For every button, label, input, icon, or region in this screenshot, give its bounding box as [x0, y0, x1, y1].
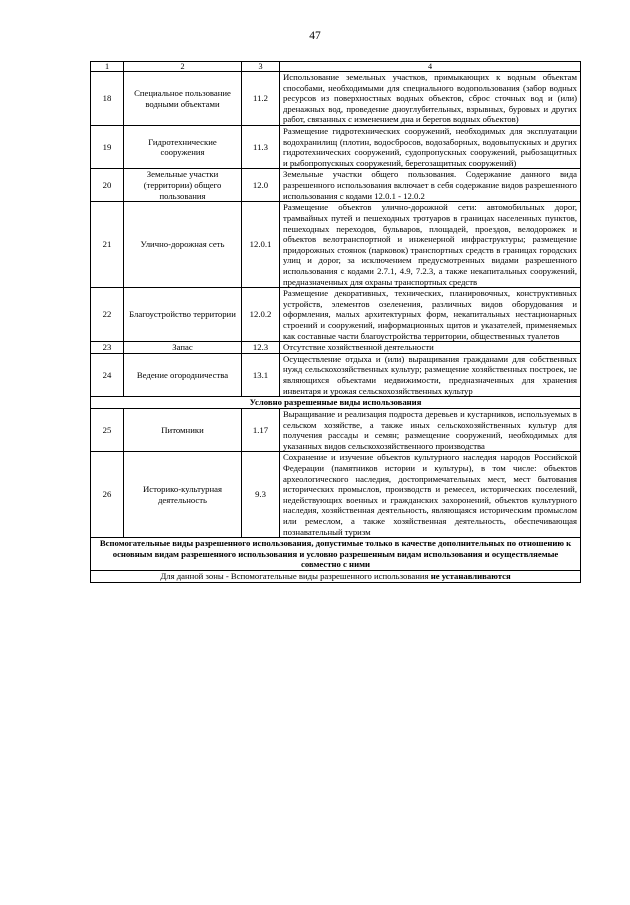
footer-note: [91, 571, 581, 583]
table-row: [91, 342, 581, 354]
use-type-description: Земельные участки общего пользования. Содержание данного вида разрешенного использования включает в себя содержание видов разрешенного использования с кодами 12.0.1 - 12.0.2: [280, 169, 581, 202]
use-type-code: 12.0: [242, 169, 280, 202]
row-number: 22: [91, 288, 124, 342]
use-type-name: Благоустройство территории: [124, 288, 242, 342]
use-type-description: Отсутствие хозяйственной деятельности: [280, 342, 581, 354]
use-type-name: Улично-дорожная сеть: [124, 202, 242, 288]
table-row: [91, 72, 581, 126]
table-row: [91, 202, 581, 288]
use-type-code: 13.1: [242, 353, 280, 396]
use-type-code: 11.3: [242, 126, 280, 169]
footer-note-text: Для данной зоны - Вспомогательные виды разрешенного использования: [160, 571, 431, 582]
column-number-4: 4: [280, 62, 581, 72]
use-type-description: Использование земельных участков, примыкающих к водным объектам способами, необходимыми для специального водопользования (забор водных ресурсов из поверхностных водных объектов, сброс сточных вод и (или) дренажных вод, проведение дноуглубительных, взрывных, буровых и других работ, связанных с изменением дна и берегов водных объектов): [280, 72, 581, 126]
row-number: 25: [91, 408, 124, 451]
use-type-code: 12.3: [242, 342, 280, 354]
land-use-table: [90, 61, 581, 583]
use-type-description: Размещение декоративных, технических, планировочных, конструктивных устройств, элементов озеленения, различных видов оборудования и оформления, малых архитектурных форм, некапитальных нестационарных строений и сооружений, информационных щитов и указателей, применяемых как составные части благоустройства территории, общественных туалетов: [280, 288, 581, 342]
use-type-code: 12.0.2: [242, 288, 280, 342]
use-type-code: 9.3: [242, 452, 280, 538]
use-type-description: Выращивание и реализация подроста деревьев и кустарников, используемых в сельском хозяйстве, а также иных сельскохозяйственных культур для получения рассады и семян; размещение сооружений, необходимых для указанных видов сельскохозяйственного производства: [280, 408, 581, 451]
use-type-code: 12.0.1: [242, 202, 280, 288]
section-heading-conditional: Условно разрешенные виды использования: [91, 397, 581, 409]
table-row: [91, 126, 581, 169]
use-type-code: 11.2: [242, 72, 280, 126]
use-type-name: Гидротехнические сооружения: [124, 126, 242, 169]
column-number-2: 2: [124, 62, 242, 72]
use-type-name: Запас: [124, 342, 242, 354]
row-number: 21: [91, 202, 124, 288]
use-type-name: Историко-культурная деятельность: [124, 452, 242, 538]
row-number: 20: [91, 169, 124, 202]
column-number-3: 3: [242, 62, 280, 72]
section-header-row: [91, 397, 581, 409]
row-number: 26: [91, 452, 124, 538]
row-number: 23: [91, 342, 124, 354]
section-heading-auxiliary: Вспомогательные виды разрешенного использования, допустимые только в качестве дополнительных по отношению к основным видам разрешенного использования и условно разрешенным видам использования и осуществляемые совместно с ними: [91, 538, 581, 571]
use-type-name: Специальное пользование водными объектами: [124, 72, 242, 126]
table-row: [91, 408, 581, 451]
row-number: 18: [91, 72, 124, 126]
table-row: [91, 169, 581, 202]
use-type-description: Сохранение и изучение объектов культурного наследия народов Российской Федерации (памятников истории и культуры), в том числе: объектов археологического наследия, достопримечательных мест, мест бытования исторических промыслов, производств и ремесел, исторических поселений, недействующих военных и гражданских захоронений, объектов культурного наследия, хозяйственная деятельность, являющаяся историческим промыслом или ремеслом, а также хозяйственная деятельность, обеспечивающая познавательный туризм: [280, 452, 581, 538]
row-number: 19: [91, 126, 124, 169]
footer-note-row: [91, 571, 581, 583]
use-type-name: Питомники: [124, 408, 242, 451]
use-type-description: Размещение гидротехнических сооружений, необходимых для эксплуатации водохранилищ (плотин, водосбросов, водозаборных, водовыпускных и других гидротехнических сооружений, судопропускных сооружений, рыбозащитных и рыбопропускных сооружений, берегозащитных сооружений): [280, 126, 581, 169]
use-type-name: Земельные участки (территории) общего пользования: [124, 169, 242, 202]
column-number-1: 1: [91, 62, 124, 72]
section-header-row: [91, 538, 581, 571]
page-number: 47: [309, 30, 321, 42]
column-number-row: [91, 62, 581, 72]
table-row: [91, 452, 581, 538]
use-type-name: Ведение огородничества: [124, 353, 242, 396]
row-number: 24: [91, 353, 124, 396]
footer-note-emphasis: не устанавливаются: [430, 571, 511, 582]
table-row: [91, 288, 581, 342]
use-type-description: Осуществление отдыха и (или) выращивания гражданами для собственных нужд сельскохозяйственных культур; размещение хозяйственных построек, не являющихся объектами недвижимости, предназначенных для хранения инвентаря и урожая сельскохозяйственных культур: [280, 353, 581, 396]
use-type-code: 1.17: [242, 408, 280, 451]
table-row: [91, 353, 581, 396]
use-type-description: Размещение объектов улично-дорожной сети: автомобильных дорог, трамвайных путей и пешеходных тротуаров в границах населенных пунктов, пешеходных переходов, бульваров, площадей, проездов, велодорожек и объектов велотранспортной и инженерной инфраструктуры; размещение придорожных стоянок (парковок) транспортных средств в границах городских улиц и дорог, за исключением предусмотренных видами разрешенного использования с кодами 2.7.1, 4.9, 7.2.3, а также некапитальных сооружений, предназначенных для охраны транспортных средств: [280, 202, 581, 288]
